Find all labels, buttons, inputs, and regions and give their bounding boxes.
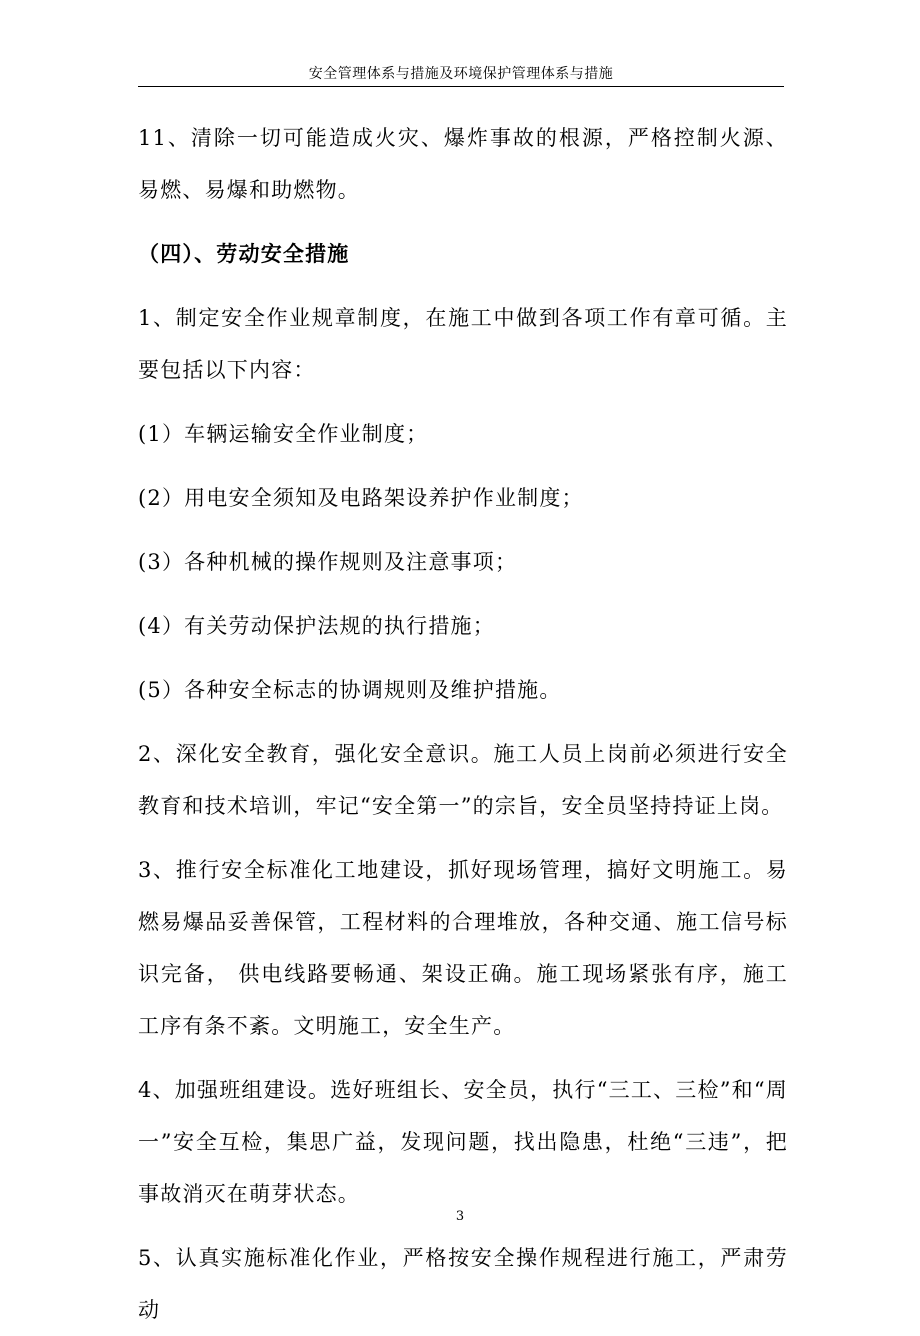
list-item-2: (2）用电安全须知及电路架设养护作业制度； xyxy=(138,486,584,510)
paragraph-item-11: 11、清除一切可能造成火灾、爆炸事故的根源，严格控制火源、易燃、易爆和助燃物。 xyxy=(138,126,788,202)
spacer xyxy=(138,652,788,664)
spacer xyxy=(138,1052,788,1064)
spacer xyxy=(138,832,788,844)
spacer xyxy=(138,460,788,472)
page-number: 3 xyxy=(455,1209,465,1224)
spacer xyxy=(138,280,788,292)
list-item-4: (4）有关劳动保护法规的执行措施； xyxy=(138,614,495,638)
paragraph-item-5: 5、认真实施标准化作业，严格按安全操作规程进行施工，严肃劳动 xyxy=(138,1246,788,1322)
header-divider xyxy=(138,86,784,87)
section-heading-labor-safety: （四）、劳动安全措施 xyxy=(138,241,350,266)
spacer xyxy=(138,716,788,728)
paragraph-item-4: 4、加强班组建设。选好班组长、安全员，执行“三工、三检”和“周一”安全互检，集思广益，发现问题，找出隐患，杜绝“三违”，把事故消灭在萌芽状态。 xyxy=(138,1078,788,1206)
paragraph-item-1: 1、制定安全作业规章制度，在施工中做到各项工作有章可循。主要包括以下内容： xyxy=(138,306,788,382)
list-item-1: (1）车辆运输安全作业制度； xyxy=(138,422,429,446)
page-header-title: 安全管理体系与措施及环境保护管理体系与措施 xyxy=(308,66,614,82)
paragraph-item-2: 2、深化安全教育，强化安全意识。施工人员上岗前必须进行安全教育和技术培训，牢记“安全第一”的宗旨，安全员坚持持证上岗。 xyxy=(138,742,788,818)
spacer xyxy=(138,396,788,408)
spacer xyxy=(138,216,788,228)
paragraph-item-3: 3、推行安全标准化工地建设，抓好现场管理，搞好文明施工。易燃易爆品妥善保管，工程材料的合理堆放，各种交通、施工信号标识完备， 供电线路要畅通、架设正确。施工现场紧张有序，施工工序有条不紊。文明施工，安全生产。 xyxy=(138,858,788,1038)
spacer xyxy=(138,524,788,536)
spacer xyxy=(138,588,788,600)
list-item-5: (5）各种安全标志的协调规则及维护措施。 xyxy=(138,678,562,702)
document-body xyxy=(138,112,788,1336)
list-item-3: (3）各种机械的操作规则及注意事项； xyxy=(138,550,518,574)
